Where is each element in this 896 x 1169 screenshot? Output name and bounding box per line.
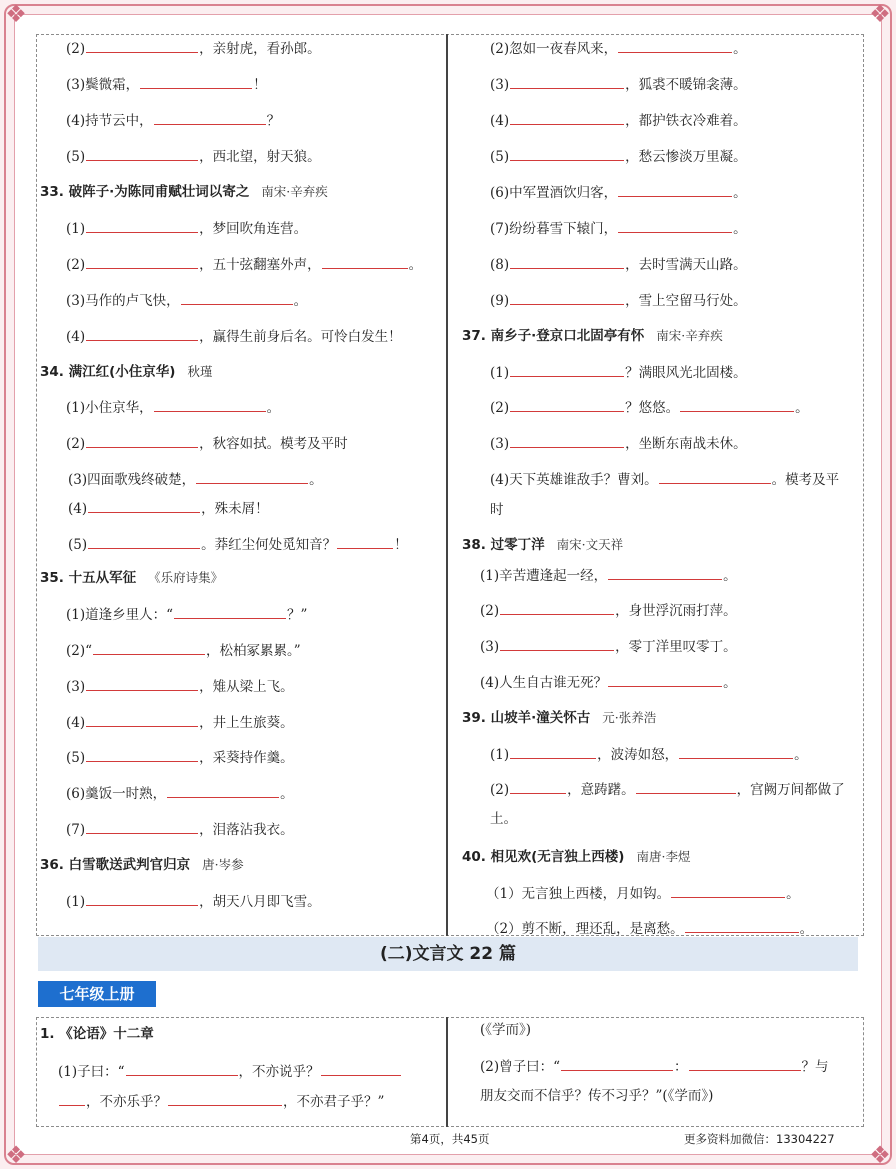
list-item: (3)鬓微霜， ！ (66, 77, 267, 93)
answer-blank[interactable] (322, 255, 408, 269)
answer-blank[interactable] (86, 39, 198, 53)
list-item: (7) ，泪落沾我衣。 (66, 822, 294, 838)
question-title: 40. 相见欢(无言独上西楼) 南唐·李煜 (462, 849, 691, 865)
list-item: (2) ，亲射虎，看孙郎。 (66, 41, 321, 57)
question-title: 37. 南乡子·登京口北固亭有怀 南宋·辛弃疾 (462, 328, 723, 344)
poem-author: 南宋·辛弃疾 (656, 328, 723, 343)
answer-blank[interactable] (337, 535, 393, 549)
poem-author: 唐·岑参 (202, 857, 244, 872)
list-item: (5) ，愁云惨淡万里凝。 (490, 149, 747, 165)
contact-info: 更多资料加微信：13304227 (684, 1132, 835, 1146)
answer-blank[interactable] (154, 398, 266, 412)
list-item: (2) ，秋容如拭。模考及平时 (66, 436, 348, 452)
list-item: (4) ，井上生旅葵。 (66, 715, 294, 731)
answer-blank[interactable] (510, 398, 624, 412)
list-item: (5) 。莽红尘何处觅知音？ ！ (68, 537, 408, 553)
answer-blank[interactable] (618, 39, 732, 53)
question-title: 38. 过零丁洋 南宋·文天祥 (462, 537, 624, 553)
list-item: (4)天下英雄谁敌手？曹刘。 。模考及平 (490, 472, 840, 488)
list-item: (2) ？悠悠。 。 (490, 400, 809, 416)
list-item: (3) ，坐断东南战未休。 (490, 436, 747, 452)
list-item: (4) ，赢得生前身后名。可怜白发生！ (66, 329, 402, 345)
list-item: (2)“ ，松柏冢累累。” (66, 643, 301, 659)
list-item: (4) ，都护铁衣冷难着。 (490, 113, 747, 129)
answer-blank[interactable] (126, 1062, 238, 1076)
answer-blank[interactable] (680, 398, 794, 412)
answer-blank[interactable] (659, 470, 771, 484)
list-item-wrap: 时 (490, 502, 504, 518)
list-item: (1)子曰：“ ，不亦说乎？ (58, 1062, 402, 1081)
poem-author: 南唐·李煜 (636, 849, 691, 864)
answer-blank[interactable] (86, 147, 198, 161)
corner-ornament-icon: ❖ (5, 1141, 27, 1169)
column-divider (446, 1017, 448, 1127)
list-item: (7)纷纷暮雪下辕门， 。 (490, 221, 747, 237)
answer-blank[interactable] (321, 1062, 401, 1076)
list-item: (1)道逢乡里人：“ ？” (66, 607, 308, 623)
answer-blank[interactable] (608, 566, 722, 580)
poem-author: 南宋·辛弃疾 (261, 184, 328, 199)
list-item: (4)持节云中， ？ (66, 113, 281, 129)
list-item: (2) ，意踌躇。 ，宫阙万间都做了 (490, 782, 845, 798)
answer-blank[interactable] (174, 605, 286, 619)
list-item: ，不亦乐乎？ ，不亦君子乎？” (58, 1092, 384, 1111)
list-item: (9) ，雪上空留马行处。 (490, 293, 747, 309)
answer-blank[interactable] (679, 745, 793, 759)
answer-blank[interactable] (181, 291, 293, 305)
answer-blank[interactable] (618, 183, 732, 197)
list-item: (6)中军置酒饮归客， 。 (490, 185, 747, 201)
answer-blank[interactable] (196, 470, 308, 484)
answer-blank[interactable] (510, 255, 624, 269)
list-item: (1)小住京华， 。 (66, 400, 281, 416)
list-item: (4) ，殊未屑！ (68, 501, 269, 517)
list-item: （1）无言独上西楼，月如钩。 。 (486, 886, 800, 902)
list-item: (5) ，采葵持作羹。 (66, 750, 294, 766)
list-item: (1) ，胡天八月即飞雪。 (66, 894, 321, 910)
list-item: (4)人生自古谁无死？ 。 (480, 675, 737, 691)
list-item: (3)马作的卢飞快， 。 (66, 293, 308, 309)
list-item: (1) ？满眼风光北固楼。 (490, 365, 747, 381)
list-item: (3) ，狐裘不暖锦衾薄。 (490, 77, 747, 93)
page-number: 第4页，共45页 (410, 1132, 490, 1146)
list-item: (5) ，西北望，射天狼。 (66, 149, 321, 165)
answer-blank[interactable] (86, 713, 198, 727)
question-title: 1. 《论语》十二章 (40, 1026, 154, 1042)
list-item: (6)羹饭一时熟， 。 (66, 786, 294, 802)
answer-blank[interactable] (510, 745, 596, 759)
corner-ornament-icon: ❖ (869, 0, 891, 28)
list-item: 朋友交而不信乎？传不习乎？”(《学而》) (480, 1088, 714, 1104)
list-item: (2) ，五十弦翻塞外声， 。 (66, 257, 423, 273)
answer-blank[interactable] (510, 363, 624, 377)
list-item: (《学而》) (480, 1022, 532, 1038)
corner-ornament-icon: ❖ (869, 1141, 891, 1169)
poem-author: 元·张养浩 (602, 710, 657, 725)
list-item: (2)曾子曰：“ ： ？与 (480, 1059, 829, 1075)
answer-blank[interactable] (86, 327, 198, 341)
question-title: 39. 山坡羊·潼关怀古 元·张养浩 (462, 710, 657, 726)
question-title: 34. 满江红(小住京华) 秋瑾 (40, 364, 213, 380)
column-divider (446, 34, 448, 936)
list-item: (1)辛苦遭逢起一经， 。 (480, 568, 737, 584)
answer-blank[interactable] (500, 601, 614, 615)
answer-blank[interactable] (93, 641, 205, 655)
list-item: (3)四面歌残终破楚， 。 (68, 472, 323, 488)
answer-blank[interactable] (86, 820, 198, 834)
answer-blank[interactable] (168, 1092, 282, 1106)
poem-author: 南宋·文天祥 (556, 537, 624, 552)
answer-blank[interactable] (510, 75, 624, 89)
list-item: (3) ，雉从梁上飞。 (66, 679, 294, 695)
answer-blank[interactable] (689, 1057, 801, 1071)
answer-blank[interactable] (86, 892, 198, 906)
answer-blank[interactable] (510, 147, 624, 161)
list-item: (2)忽如一夜春风来， 。 (490, 41, 747, 57)
answer-blank[interactable] (167, 784, 279, 798)
answer-blank[interactable] (88, 499, 200, 513)
answer-blank[interactable] (86, 434, 198, 448)
list-item: (1) ，波涛如怒， 。 (490, 747, 808, 763)
question-title: 36. 白雪歌送武判官归京 唐·岑参 (40, 857, 244, 873)
answer-blank[interactable] (140, 75, 252, 89)
answer-blank[interactable] (561, 1057, 673, 1071)
poem-author: 秋瑾 (187, 364, 213, 379)
section-title: (二)文言文 22 篇 (38, 937, 858, 971)
answer-blank[interactable] (636, 780, 736, 794)
list-item-wrap: 土。 (490, 811, 517, 827)
list-item: (8) ，去时雪满天山路。 (490, 257, 747, 273)
corner-ornament-icon: ❖ (5, 0, 27, 28)
answer-blank[interactable] (88, 535, 200, 549)
poem-author: 《乐府诗集》 (148, 570, 224, 585)
answer-blank[interactable] (608, 673, 722, 687)
answer-blank[interactable] (500, 637, 614, 651)
answer-blank[interactable] (510, 291, 624, 305)
answer-blank[interactable] (86, 219, 198, 233)
list-item: (3) ，零丁洋里叹零丁。 (480, 639, 737, 655)
answer-blank[interactable] (510, 111, 624, 125)
answer-blank[interactable] (510, 780, 566, 794)
list-item: （2）剪不断，理还乱，是离愁。 。 (486, 921, 814, 937)
answer-blank[interactable] (59, 1092, 85, 1106)
answer-blank[interactable] (154, 111, 266, 125)
answer-blank[interactable] (618, 219, 732, 233)
answer-blank[interactable] (86, 748, 198, 762)
list-item: (2) ，身世浮沉雨打萍。 (480, 603, 737, 619)
answer-blank[interactable] (86, 677, 198, 691)
grade-tag: 七年级上册 (38, 981, 156, 1007)
answer-blank[interactable] (671, 884, 785, 898)
answer-blank[interactable] (510, 434, 624, 448)
question-title: 35. 十五从军征 《乐府诗集》 (40, 570, 224, 586)
list-item: (1) ，梦回吹角连营。 (66, 221, 308, 237)
answer-blank[interactable] (685, 919, 799, 933)
answer-blank[interactable] (86, 255, 198, 269)
question-title: 33. 破阵子·为陈同甫赋壮词以寄之 南宋·辛弃疾 (40, 184, 328, 200)
